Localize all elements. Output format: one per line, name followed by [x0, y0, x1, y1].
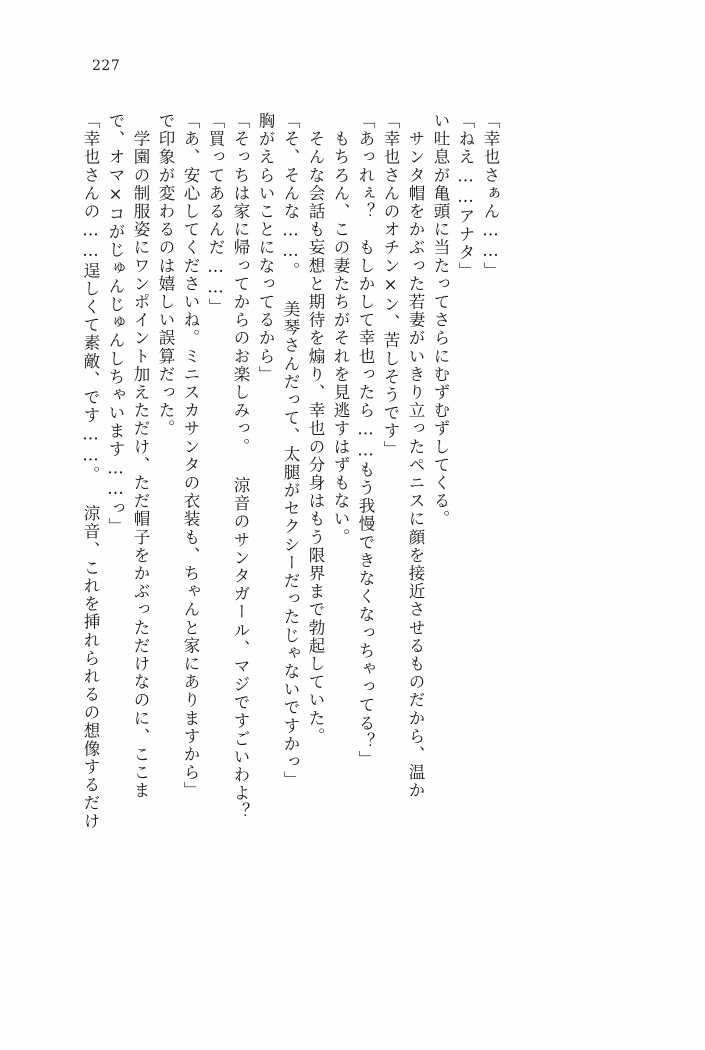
text-line: 「買ってあるんだ……」 — [206, 112, 225, 317]
text-line: で、オマ×コがじゅんじゅんしちゃいます……っ」 — [106, 112, 125, 536]
text-line: 「幸也さぁん……」 — [481, 112, 500, 280]
page-number: 227 — [92, 58, 121, 74]
vertical-text-block — [73, 112, 633, 942]
text-line: 「幸也さんの……逞しくて素敵、です……。 涼音、これを挿れられるの想像するだけ — [81, 112, 100, 831]
text-line: 「幸也さんのオチン×ン、苦しそうです」 — [381, 112, 400, 459]
text-line: で印象が変わるのは嬉しい誤算だった。 — [156, 112, 175, 438]
text-line: もちろん、この妻たちがそれを見逃すはずもない。 — [331, 112, 350, 547]
text-line: そんな会話も妄想と期待を煽り、幸也の分身はもう限界まで勃起していた。 — [306, 112, 325, 746]
text-line: い吐息が亀頭に当たってさらにむずむずしてくる。 — [431, 112, 450, 529]
text-line: 胸がえらいことになってるから」 — [256, 112, 275, 384]
text-line: 学園の制服姿にワンポイント加えただけ、ただ帽子をかぶっただけなのに、ここま — [131, 112, 150, 800]
text-line: 「ねえ……アナタ」 — [456, 112, 475, 280]
text-line: サンタ帽をかぶった若妻がいきり立ったペニスに顔を接近させるものだから、温か — [406, 112, 425, 800]
text-line: 「そっちは家に帰ってからのお楽しみっ。 涼音のサンタガール、マジですごいわよ？ — [231, 112, 250, 821]
text-line: 「あっれぇ？ もしかして幸也ったら……もう我慢できなくなっちゃってる？」 — [356, 112, 375, 769]
text-line: 「あ、安心してくださいね。ミニスカサンタの衣装も、ちゃんと家にありますから」 — [181, 112, 200, 800]
text-line: 「そ、そんな……。 美琴さんだって、太腿がセクシーだったじゃないですかっ」 — [281, 112, 300, 790]
